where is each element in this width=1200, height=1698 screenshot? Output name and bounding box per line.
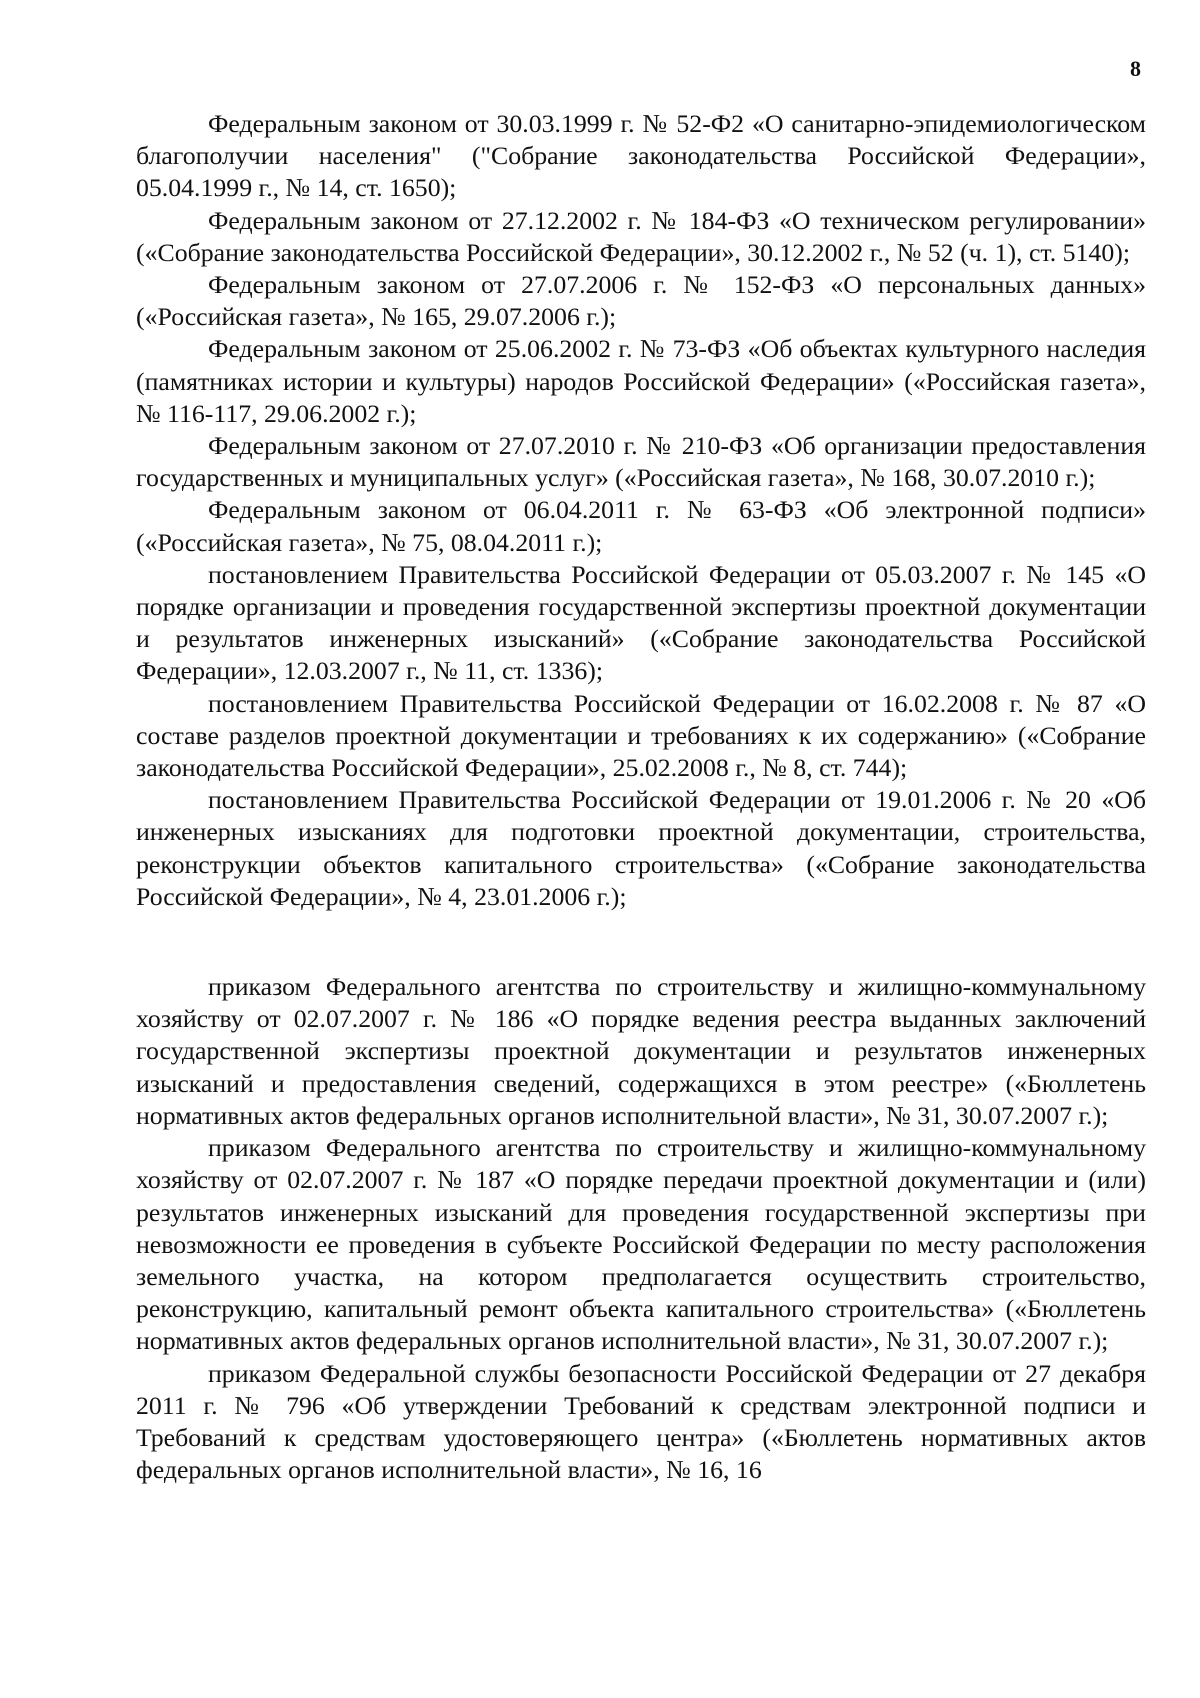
paragraph-resolution-87: постановлением Правительства Российской Федерации от 16.02.2008 г. № 87 «О составе разделов проектной документации и требованиях к их содержанию» («Собрание законодательства Российской Федерации», 25.02.2008 г., № 8, ст. 744); bbox=[136, 688, 1146, 783]
paragraph-order-796: приказом Федеральной службы безопасности Российской Федерации от 27 декабря 2011 г. № 796 «Об утверждении Требований к средствам электронной подписи и Требований к средствам удостоверяющего центра» («Бюллетень нормативных актов федеральных органов исполнительной власти», № 16, 16 bbox=[136, 1358, 1146, 1485]
paragraph-law-184-fz: Федеральным законом от 27.12.2002 г. № 184-ФЗ «О техническом регулировании» («Собрание законодательства Российской Федерации», 30.12.2002 г., № 52 (ч. 1), ст. 5140); bbox=[136, 205, 1146, 267]
paragraph-resolution-20: постановлением Правительства Российской Федерации от 19.01.2006 г. № 20 «Об инженерных изысканиях для подготовки проектной документации, строительства, реконструкции объектов капитального строительства» («Собрание законодательства Российской Федерации», № 4, 23.01.2006 г.); bbox=[136, 785, 1146, 911]
paragraph-order-186: приказом Федерального агентства по строительству и жилищно-коммунальному хозяйству от 02.07.2007 г. № 186 «О порядке ведения реестра выданных заключений государственной экспертизы проектной документации и результатов инженерных изысканий и предоставления сведений, содержащихся в этом реестре» («Бюллетень нормативных актов федеральных органов исполнительной власти», № 31, 30.07.2007 г.); bbox=[136, 972, 1146, 1130]
paragraph-law-152-fz: Федеральным законом от 27.07.2006 г. № 152-ФЗ «О персональных данных» («Российская газета», № 165, 29.07.2006 г.); bbox=[136, 270, 1146, 332]
paragraph-law-73-fz: Федеральным законом от 25.06.2002 г. № 73-ФЗ «Об объектах культурного наследия (памятниках истории и культуры) народов Российской Федерации» («Российская газета», № 116-117, 29.06.2002 г.); bbox=[136, 334, 1146, 428]
page-number: 8 bbox=[1130, 56, 1141, 81]
paragraph-order-187: приказом Федерального агентства по строительству и жилищно-коммунальному хозяйству от 02.07.2007 г. № 187 «О порядке передачи проектной документации и (или) результатов инженерных изысканий для проведения государственной экспертизы при невозможности ее проведения в субъекте Российской Федерации по месту расположения земельного участка, на котором предполагается осуществить строительство, реконструкцию, капитальный ремонт объекта капитального строительства» («Бюллетень нормативных актов федеральных органов исполнительной власти», № 31, 30.07.2007 г.); bbox=[136, 1133, 1146, 1356]
paragraph-resolution-145: постановлением Правительства Российской Федерации от 05.03.2007 г. № 145 «О порядке организации и проведения государственной экспертизы проектной документации и результатов инженерных изысканий» («Собрание законодательства Российской Федерации», 12.03.2007 г., № 11, ст. 1336); bbox=[136, 559, 1146, 686]
paragraph-law-52-fz: Федеральным законом от 30.03.1999 г. № 52-Ф2 «О санитарно-эпидемиологическом благополучии населения" ("Собрание законодательства Российской Федерации», 05.04.1999 г., № 14, ст. 1650); bbox=[136, 109, 1146, 203]
paragraph-law-210-fz: Федеральным законом от 27.07.2010 г. № 210-ФЗ «Об организации предоставления государственных и муниципальных услуг» («Российская газета», № 168, 30.07.2010 г.); bbox=[136, 431, 1146, 493]
paragraph-law-63-fz: Федеральным законом от 06.04.2011 г. № 63-ФЗ «Об электронной подписи» («Российская газета», № 75, 08.04.2011 г.); bbox=[136, 495, 1146, 557]
document-body bbox=[136, 108, 1146, 1486]
